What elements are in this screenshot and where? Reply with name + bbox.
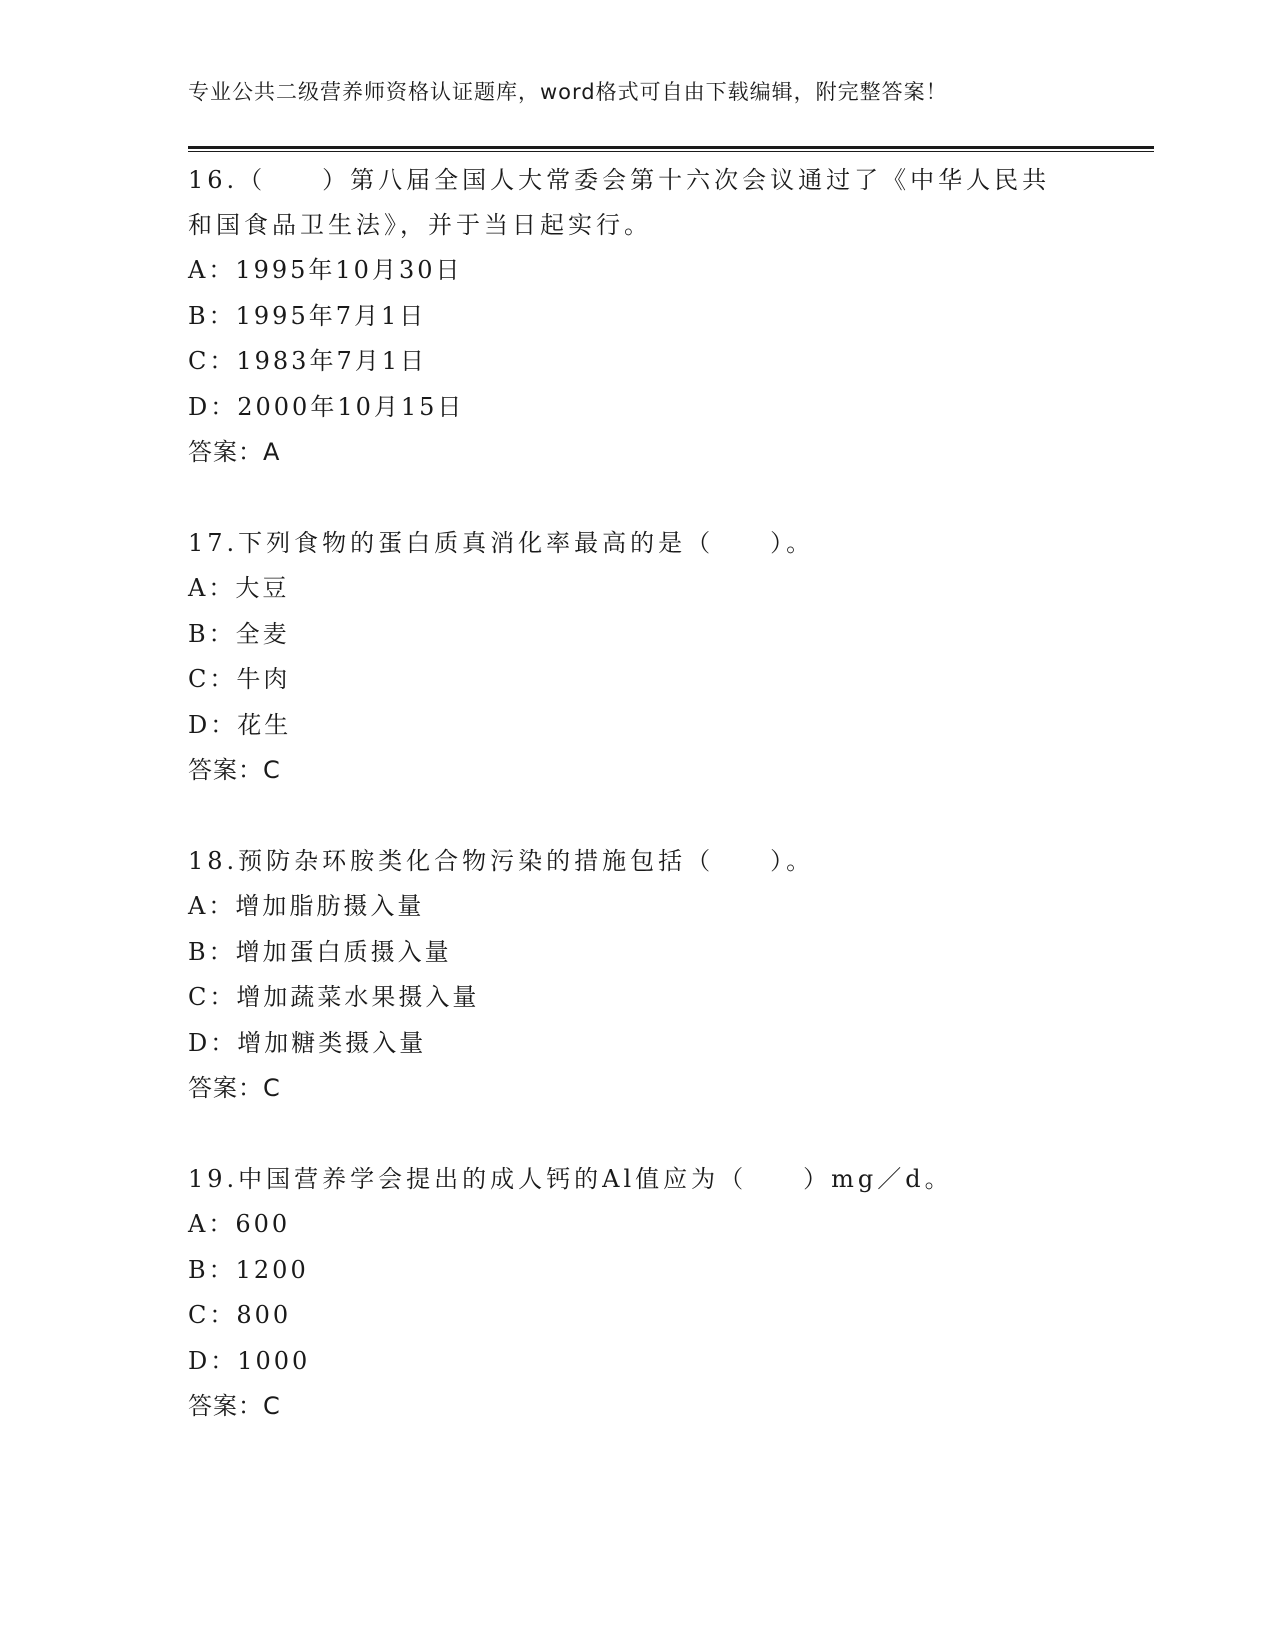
question-stem: 17.下列食物的蛋白质真消化率最高的是（ ）。 bbox=[188, 528, 815, 557]
option-a: A：增加脂肪摄入量 bbox=[188, 891, 425, 920]
option-b: B：全麦 bbox=[188, 619, 290, 648]
question-list bbox=[188, 158, 1118, 1430]
option-d: D：增加糖类摄入量 bbox=[188, 1028, 427, 1057]
question-spacer bbox=[188, 476, 1118, 521]
question-spacer bbox=[188, 794, 1118, 839]
option-b: B：增加蛋白质摄入量 bbox=[188, 937, 452, 966]
option-c: C：1983年7月1日 bbox=[188, 347, 427, 376]
header-divider-thin bbox=[188, 151, 1154, 152]
question-stem: 18.预防杂环胺类化合物污染的措施包括（ ）。 bbox=[188, 846, 815, 875]
answer-line: 答案：C bbox=[188, 1074, 281, 1103]
header-divider-thick bbox=[188, 146, 1154, 149]
answer-line: 答案：A bbox=[188, 438, 281, 467]
option-c: C：800 bbox=[188, 1301, 292, 1330]
question-stem: 19.中国营养学会提出的成人钙的Al值应为（ ）mg／d。 bbox=[188, 1164, 953, 1193]
option-a: A：600 bbox=[188, 1209, 291, 1238]
option-b: B：1200 bbox=[188, 1255, 309, 1284]
question-16 bbox=[188, 158, 1118, 476]
option-c: C：牛肉 bbox=[188, 665, 291, 694]
option-b: B：1995年7月1日 bbox=[188, 301, 427, 330]
question-stem: 16.（ ）第八届全国人大常委会第十六次会议通过了《中华人民共 bbox=[188, 166, 1051, 194]
question-spacer bbox=[188, 1112, 1118, 1157]
option-d: D：1000 bbox=[188, 1346, 311, 1375]
question-stem-continued: 和国食品卫生法》，并于当日起实行。 bbox=[188, 211, 652, 239]
question-19 bbox=[188, 1157, 1118, 1430]
answer-line: 答案：C bbox=[188, 756, 281, 785]
option-d: D：花生 bbox=[188, 710, 292, 739]
page-header-title: 专业公共二级营养师资格认证题库，word格式可自由下载编辑，附完整答案！ bbox=[188, 80, 948, 104]
option-a: A：1995年10月30日 bbox=[188, 256, 463, 284]
answer-line: 答案：C bbox=[188, 1392, 281, 1421]
question-18 bbox=[188, 839, 1118, 1112]
question-17 bbox=[188, 521, 1118, 794]
option-a: A：大豆 bbox=[188, 573, 290, 602]
option-c: C：增加蔬菜水果摄入量 bbox=[188, 983, 480, 1012]
option-d: D：2000年10月15日 bbox=[188, 392, 465, 421]
